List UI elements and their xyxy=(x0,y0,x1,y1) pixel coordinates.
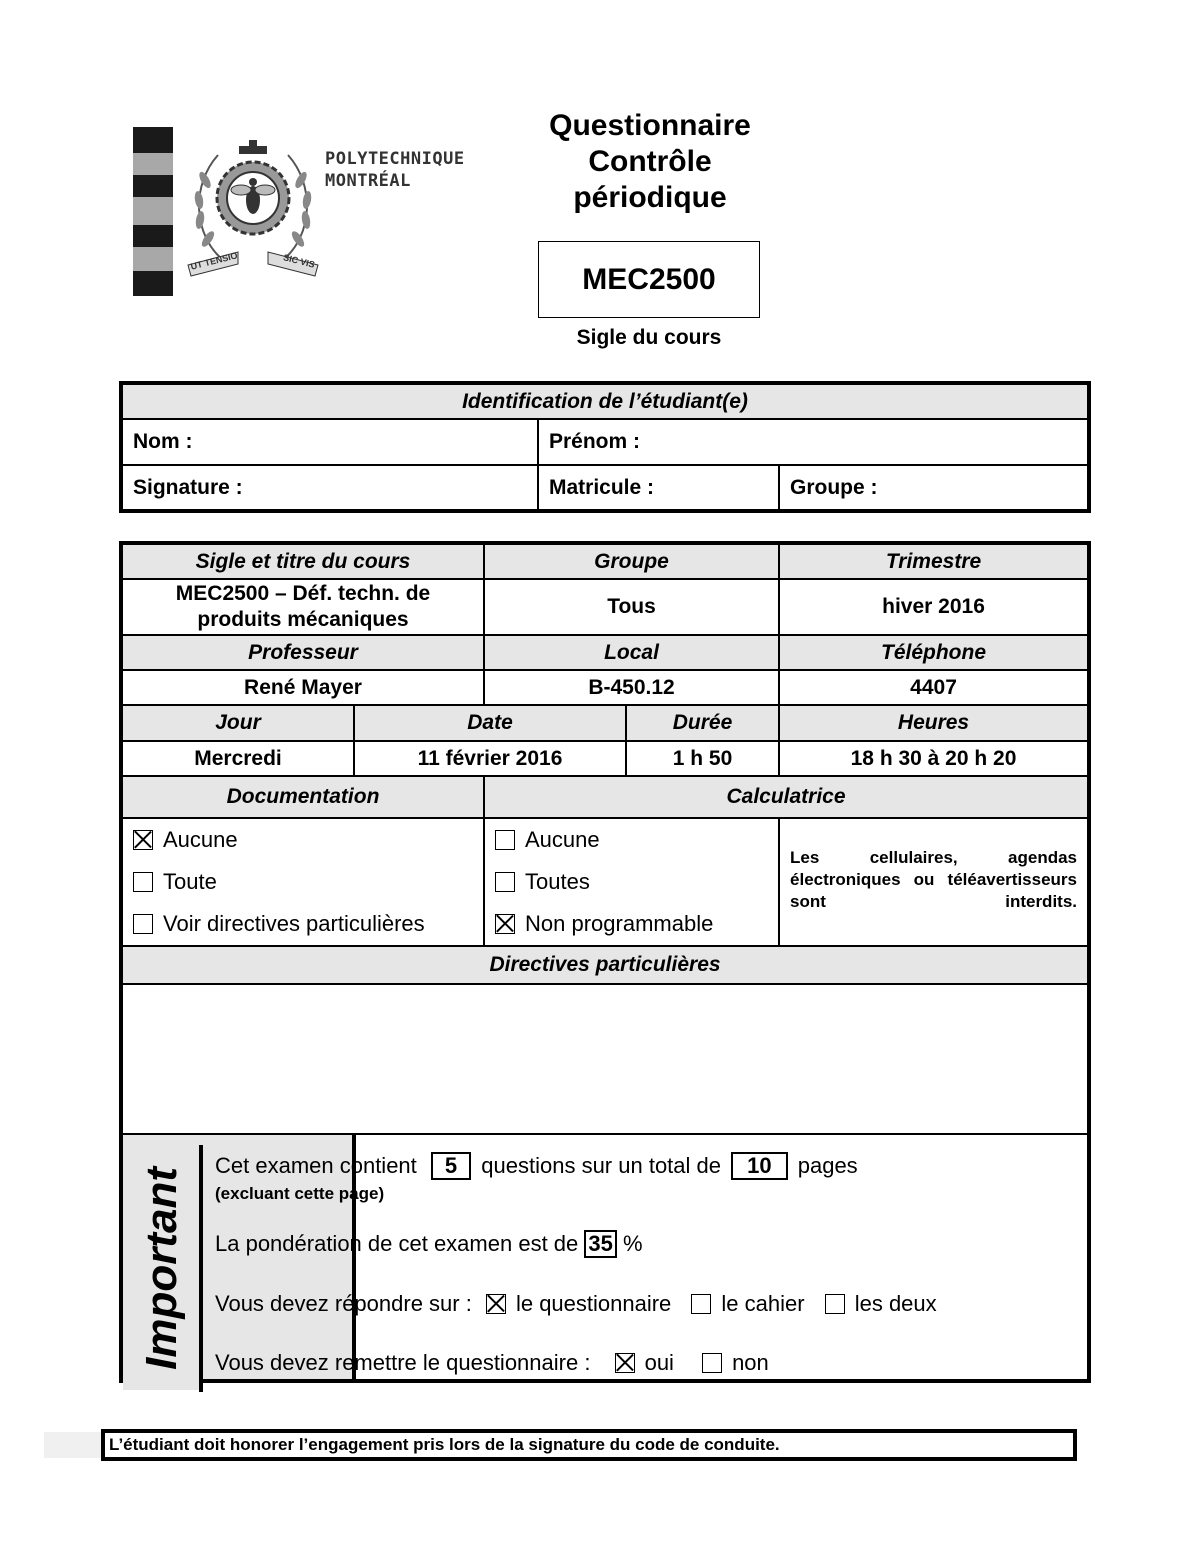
empty-checkbox-icon[interactable] xyxy=(495,872,515,892)
value-groupe: Tous xyxy=(484,579,779,635)
header-heures: Heures xyxy=(779,705,1089,741)
questions-text-a: Cet examen contient xyxy=(215,1153,417,1178)
document-title xyxy=(500,108,800,216)
directives-content xyxy=(121,984,1089,1134)
prenom-field[interactable]: Prénom : xyxy=(538,419,1089,465)
matricule-field[interactable]: Matricule : xyxy=(538,465,779,511)
header-telephone: Téléphone xyxy=(779,635,1089,670)
logo-motto-right: SIC VIS xyxy=(282,252,316,270)
honor-code-notice: L’étudiant doit honorer l’engagement pris lors de la signature du code de conduite. xyxy=(101,1429,1077,1461)
ponderation-line xyxy=(215,1230,643,1258)
nom-field[interactable]: Nom : xyxy=(121,419,538,465)
logo-line-1: POLYTECHNIQUE xyxy=(325,149,465,169)
return-text: Vous devez remettre le questionnaire : xyxy=(215,1350,591,1375)
important-label-wrap xyxy=(123,1147,200,1390)
doc-option-toute[interactable] xyxy=(133,861,473,903)
logo-wordmark xyxy=(325,148,465,192)
doc-option-label: Toute xyxy=(163,869,217,894)
empty-checkbox-icon[interactable] xyxy=(133,914,153,934)
header-trimestre: Trimestre xyxy=(779,543,1089,579)
answer-on-deux: les deux xyxy=(854,1291,937,1316)
calc-option-label: Toutes xyxy=(525,869,590,894)
empty-checkbox-icon[interactable] xyxy=(702,1353,722,1373)
logo-motto-left: UT TENSIO xyxy=(189,250,239,272)
value-date: 11 février 2016 xyxy=(354,741,626,776)
header-documentation: Documentation xyxy=(121,776,484,818)
answer-on-line xyxy=(215,1291,937,1317)
calc-option-toutes[interactable] xyxy=(495,861,768,903)
title-line-2: Contrôle xyxy=(588,145,712,178)
logo-strip-7 xyxy=(133,271,173,296)
value-duree: 1 h 50 xyxy=(626,741,779,776)
important-divider xyxy=(199,1145,203,1392)
doc-option-label: Aucune xyxy=(163,827,238,852)
questions-note: (excluant cette page) xyxy=(215,1184,385,1203)
doc-option-label: Voir directives particulières xyxy=(163,911,425,936)
sigle-line-2: produits mécaniques xyxy=(197,608,409,631)
return-questionnaire-line xyxy=(215,1350,769,1376)
checked-checkbox-icon[interactable] xyxy=(615,1353,635,1373)
answer-on-cahier: le cahier xyxy=(721,1291,805,1316)
signature-field[interactable]: Signature : xyxy=(121,465,538,511)
course-code-caption: Sigle du cours xyxy=(576,326,722,349)
empty-checkbox-icon[interactable] xyxy=(495,830,515,850)
value-professeur: René Mayer xyxy=(121,670,484,705)
groupe-field[interactable]: Groupe : xyxy=(779,465,1089,511)
return-non: non xyxy=(732,1350,769,1375)
calc-option-label: Aucune xyxy=(525,827,600,852)
title-line-1: Questionnaire xyxy=(549,109,751,142)
course-code-box: MEC2500 xyxy=(538,241,760,318)
questions-text-b: questions sur un total de xyxy=(481,1153,721,1178)
ponderation-text-a: La pondération de cet examen est de xyxy=(215,1231,579,1256)
questions-count-box[interactable]: 5 xyxy=(431,1152,471,1180)
value-heures: 18 h 30 à 20 h 20 xyxy=(779,741,1089,776)
header-professeur: Professeur xyxy=(121,635,484,670)
answer-on-questionnaire: le questionnaire xyxy=(515,1291,672,1316)
devices-note-cell xyxy=(779,818,1089,946)
answer-on-text: Vous devez répondre sur : xyxy=(215,1291,472,1316)
checked-checkbox-icon[interactable] xyxy=(495,914,515,934)
empty-checkbox-icon[interactable] xyxy=(133,872,153,892)
doc-option-directives[interactable] xyxy=(133,903,473,945)
value-trimestre: hiver 2016 xyxy=(779,579,1089,635)
header-duree: Durée xyxy=(626,705,779,741)
header-local: Local xyxy=(484,635,779,670)
return-oui: oui xyxy=(644,1350,674,1375)
logo-strip-3 xyxy=(133,175,173,197)
checked-checkbox-icon[interactable] xyxy=(486,1294,506,1314)
footer-gray-band xyxy=(44,1432,102,1458)
title-line-3: périodique xyxy=(573,181,727,214)
questions-count-line xyxy=(215,1152,858,1180)
value-local: B-450.12 xyxy=(484,670,779,705)
logo-strip-6 xyxy=(133,247,173,271)
calc-option-aucune[interactable] xyxy=(495,819,768,861)
calc-option-non-programmable[interactable] xyxy=(495,903,768,945)
header-sigle-titre: Sigle et titre du cours xyxy=(121,543,484,579)
questions-text-c: pages xyxy=(797,1153,858,1178)
empty-checkbox-icon[interactable] xyxy=(691,1294,711,1314)
checked-checkbox-icon[interactable] xyxy=(133,830,153,850)
documentation-options xyxy=(121,818,484,946)
value-sigle-titre xyxy=(121,579,484,635)
header-calculatrice: Calculatrice xyxy=(484,776,1089,818)
value-telephone: 4407 xyxy=(779,670,1089,705)
ponderation-text-b: % xyxy=(623,1231,643,1256)
sigle-line-1: MEC2500 – Déf. techn. de xyxy=(175,582,431,605)
logo-strip-2 xyxy=(133,153,173,175)
pages-count-box[interactable]: 10 xyxy=(731,1152,787,1180)
logo-strip-1 xyxy=(133,127,173,153)
student-identification-table xyxy=(119,381,1091,513)
empty-checkbox-icon[interactable] xyxy=(825,1294,845,1314)
ponderation-box[interactable]: 35 xyxy=(584,1230,616,1258)
header-date: Date xyxy=(354,705,626,741)
value-jour: Mercredi xyxy=(121,741,354,776)
logo-strip-5 xyxy=(133,225,173,247)
calculatrice-options xyxy=(484,818,779,946)
doc-option-aucune[interactable] xyxy=(133,819,473,861)
devices-note: Les cellulaires, agendas électroniques ou téléavertisseurs sont interdits. xyxy=(790,848,1078,911)
identification-header: Identification de l’étudiant(e) xyxy=(121,383,1089,419)
header-jour: Jour xyxy=(121,705,354,741)
header-directives: Directives particulières xyxy=(121,946,1089,984)
header-groupe: Groupe xyxy=(484,543,779,579)
important-label: Important xyxy=(136,1167,186,1370)
logo-line-2: MONTRÉAL xyxy=(325,171,411,191)
logo-strip-4 xyxy=(133,197,173,225)
calc-option-label: Non programmable xyxy=(525,911,714,936)
